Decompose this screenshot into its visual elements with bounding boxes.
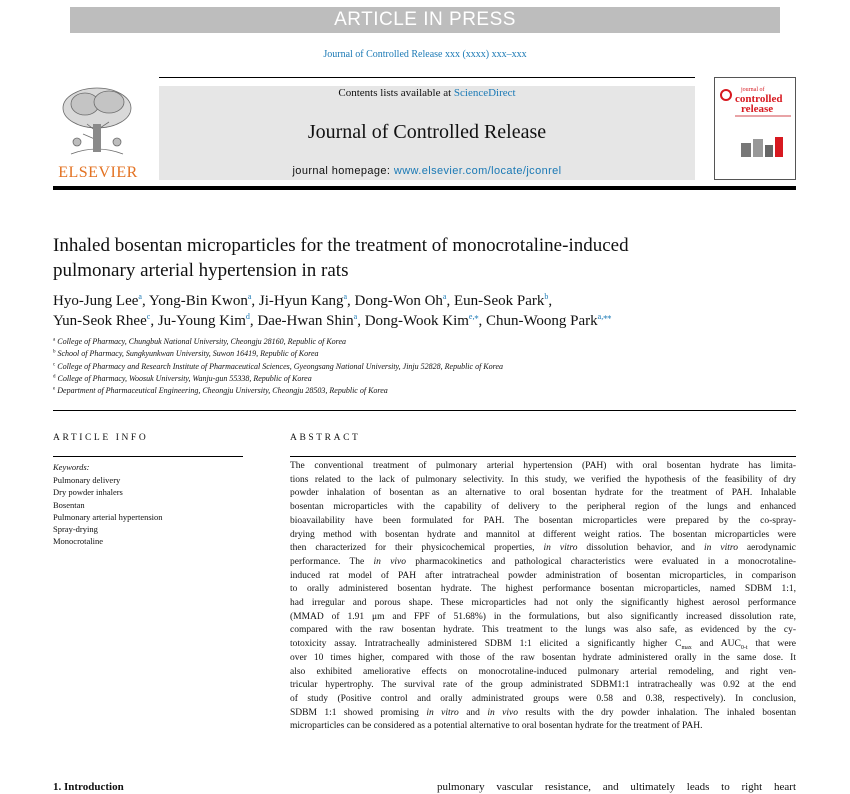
introduction-heading: 1. Introduction: [53, 781, 124, 793]
author-affil-mark[interactable]: a: [442, 292, 447, 301]
abstract-heading: ABSTRACT: [290, 433, 361, 443]
keywords-label: Keywords:: [53, 462, 90, 472]
abstract-line: compared with the raw bosentan hydrate. This treatment to the lungs was also safe, as evidenced by the cy-: [290, 625, 796, 636]
affiliation-item: [53, 348, 813, 360]
abstract-line: bosentan microparticles with the capability of delivery to the peripheral region of the lungs and enhanced: [290, 502, 796, 513]
article-info-rule: [53, 456, 243, 457]
title-line: pulmonary arterial hypertension in rats: [53, 260, 349, 281]
contents-prefix: Contents lists available at: [338, 87, 454, 99]
keyword-item: Spray-drying: [53, 524, 98, 535]
author-separator: ,: [141, 293, 149, 309]
abstract-line: The conventional treatment of pulmonary arterial hypertension (PAH) with oral bosentan hydrate has limita-: [290, 461, 796, 471]
article-in-press-banner: ARTICLE IN PRESS: [70, 7, 780, 33]
abstract-line: to orally administered bosentan hydrate. The highest performance bosentan microparticles, named SDBM 1:1,: [290, 584, 796, 595]
abstract-line: tions related to the lack of pulmonary selectivity. In this study, we verified the hypothesis of the feasibility of dry: [290, 474, 796, 485]
author-name[interactable]: Dae-Hwan Shin: [257, 313, 354, 329]
abstract-line: drying method with bosentan hydrate and mannitol at different weight ratios. The bosentan microparticles were: [290, 529, 796, 540]
affiliation-text: College of Pharmacy, Woosuk University, Wanju-gun 55338, Republic of Korea: [57, 373, 312, 383]
affiliation-text: College of Pharmacy, Chungbuk National University, Cheongju 28160, Republic of Korea: [57, 337, 347, 346]
author-affil-mark[interactable]: a: [353, 312, 358, 321]
journal-masthead: [159, 86, 695, 180]
abstract-line: had irregular and porous shape. These microparticles had not only the significantly highest aerosol performance: [290, 598, 796, 609]
author-affil-mark[interactable]: a: [343, 292, 348, 301]
elsevier-wordmark: ELSEVIER: [58, 164, 138, 181]
cover-figure-icon: [739, 133, 787, 163]
keyword-item: Bosentan: [53, 499, 85, 510]
affiliation-key: a: [53, 337, 56, 343]
author-name[interactable]: Yong-Bin Kwon: [148, 293, 248, 309]
author-separator: ,: [478, 313, 486, 329]
keyword-item: Pulmonary delivery: [53, 475, 121, 485]
author-name[interactable]: Ji-Hyun Kang: [258, 293, 344, 309]
affiliation-key: b: [53, 349, 56, 355]
right-column-text: pulmonary vascular resistance, and ultimately leads to right heart: [437, 781, 796, 793]
author-name[interactable]: Dong-Wook Kim: [364, 313, 469, 329]
cover-band: [735, 115, 791, 117]
abstract-line: bioavailability have been formulated for PAH. The bosentan microparticles were prepared by the co-spray-: [290, 515, 796, 526]
author-affil-mark[interactable]: c: [146, 312, 151, 321]
title-line: Inhaled bosentan microparticles for the treatment of monocrotaline-induced: [53, 235, 629, 256]
affiliation-text: School of Pharmacy, Sungkyunkwan University, Suwon 16419, Republic of Korea: [57, 349, 319, 359]
abstract-line: tricular hypertrophy. The survival rate of the group administrated SDBM1:1 intratracheally was 0.92 at the end: [290, 680, 796, 691]
author-affil-mark[interactable]: e,⁎: [468, 312, 479, 321]
author-line: [53, 291, 813, 311]
author-affil-mark[interactable]: a: [138, 292, 142, 301]
elsevier-logo[interactable]: [53, 84, 139, 182]
affiliation-list: [53, 336, 813, 397]
affiliation-item: [53, 385, 813, 397]
keyword-list: [53, 474, 163, 548]
author-affil-mark[interactable]: d: [245, 312, 250, 321]
journal-homepage-link[interactable]: www.elsevier.com/locate/jconrel: [393, 165, 562, 177]
cover-title-line2: controlled: [735, 93, 783, 105]
cover-title-line1: journal of: [741, 87, 765, 93]
abstract-line: of study (Positive control and orally administrated groups were 0.58 and 0.38, respectively). In conclusion,: [290, 693, 796, 704]
author-separator: ,: [249, 313, 258, 329]
abstract-line: also exhibited ameliorative effects on monocrotaline-induced pulmonary arterial remodeling, and right ven-: [290, 666, 796, 677]
affiliation-item: [53, 373, 813, 385]
keyword-item: Pulmonary arterial hypertension: [53, 511, 163, 522]
contents-available-line: [159, 86, 695, 100]
cover-title-line3: release: [741, 103, 774, 115]
affiliation-item: [53, 361, 813, 373]
keyword-item: Monocrotaline: [53, 536, 104, 547]
journal-name: Journal of Controlled Release: [307, 121, 547, 143]
author-affil-mark[interactable]: a,⁎⁎: [597, 312, 612, 321]
abstract-line: totoxicity assay. Intratracheally administered SDBM 1:1 elicited a significantly higher $C_{max}$ and $AUC_{0-t}$ that were: [290, 639, 797, 652]
abstract-line: powder inhalation of bosentan as an alternative to oral bosentan hydrate for the treatment of PAH. Inhalable: [290, 488, 796, 499]
article-info-heading: ARTICLE INFO: [53, 433, 149, 443]
keyword-item: Dry powder inhalers: [53, 487, 123, 498]
sciencedirect-link[interactable]: ScienceDirect: [453, 87, 516, 99]
abstract-line: then characterized for their physicochemical properties, in vitro dissolution behavior, and in vitro aerodynamic: [290, 543, 796, 554]
author-name[interactable]: Eun-Seok Park: [453, 293, 545, 309]
section-divider: [53, 410, 796, 411]
abstract-body: [290, 460, 796, 734]
header-rule: [159, 77, 695, 78]
masthead-thick-rule: [53, 186, 796, 190]
author-line: [53, 311, 813, 331]
author-name[interactable]: Yun-Seok Rhee: [53, 313, 147, 329]
article-title: [53, 233, 753, 283]
author-separator: ,: [150, 313, 158, 329]
author-separator: ,: [357, 313, 365, 329]
author-affil-mark[interactable]: b: [544, 292, 549, 301]
abstract-line: induced rat model of PAH after intratracheal powder administration of bosentan microparticles, in comparison: [290, 570, 796, 581]
affiliation-item: [53, 336, 813, 348]
abstract-line: SDBM 1:1 showed promising in vitro and in vivo results with the dry powder inhalation. The inhaled bosentan: [290, 707, 797, 718]
affiliation-key: d: [53, 374, 56, 380]
author-name[interactable]: Chun-Woong Park: [485, 313, 598, 329]
author-name[interactable]: Ju-Young Kim: [157, 313, 246, 329]
author-separator: ,: [548, 293, 553, 309]
abstract-line: microparticles can be considered as a potential alternative to oral bosentan hydrate for the treatment of PAH.: [290, 721, 703, 732]
affiliation-text: College of Pharmacy and Research Institute of Pharmaceutical Sciences, Gyeongsang National University, Jinju 52828, Republic of Korea: [57, 361, 503, 371]
elsevier-tree-icon: [57, 84, 137, 160]
affiliation-text: Department of Pharmaceutical Engineering, Cheongju University, Cheongju 28503, Republic of Korea: [57, 386, 388, 396]
affiliation-key: c: [53, 361, 56, 367]
author-separator: ,: [251, 293, 259, 309]
author-separator: ,: [446, 293, 454, 309]
author-name[interactable]: Hyo-Jung Lee: [53, 293, 139, 309]
abstract-line: (MMAD of 1.91 μm and FPF of 51.68%) in the formulations, but also significantly increased dissolution rate,: [290, 611, 796, 622]
journal-cover-thumbnail[interactable]: [714, 77, 796, 180]
abstract-line: performance. The in vivo pharmacokinetics and pathological characteristics were evaluated in a monocrotaline-: [290, 556, 796, 567]
cr-logo-icon: [720, 89, 732, 101]
abstract-rule: [290, 456, 796, 457]
author-affil-mark[interactable]: a: [247, 292, 252, 301]
author-separator: ,: [347, 293, 355, 309]
journal-homepage-line: [159, 165, 695, 177]
journal-citation-link[interactable]: Journal of Controlled Release xxx (xxxx) xxx–xxx: [323, 49, 527, 60]
affiliation-key: e: [53, 386, 56, 392]
author-list: [53, 291, 813, 331]
homepage-prefix: journal homepage:: [292, 165, 394, 177]
abstract-line: over 10 times higher, compared with those of the raw bosentan hydrate administered orally in the same dose. It: [290, 652, 796, 663]
author-name[interactable]: Dong-Won Oh: [354, 293, 443, 309]
